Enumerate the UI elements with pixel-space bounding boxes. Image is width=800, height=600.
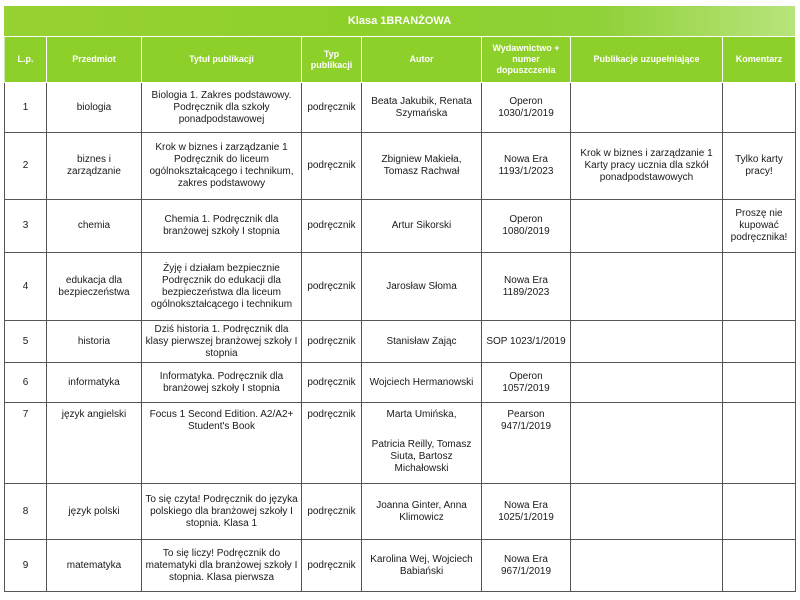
cell-title: Dziś historia 1. Podręcznik dla klasy pierwszej branżowej szkoły I stopnia (142, 321, 302, 363)
cell-lp: 3 (5, 200, 47, 253)
cell-author: Wojciech Hermanowski (362, 363, 482, 403)
header-subject: Przedmiot (47, 37, 142, 83)
cell-supplementary (571, 253, 723, 321)
header-title: Tytuł publikacji (142, 37, 302, 83)
cell-type: podręcznik (302, 253, 362, 321)
cell-type: podręcznik (302, 540, 362, 592)
cell-subject: biologia (47, 83, 142, 133)
cell-type: podręcznik (302, 133, 362, 200)
cell-comment (723, 253, 796, 321)
header-publisher: Wydawnictwo + numer dopuszczenia (482, 37, 571, 83)
cell-author: Marta Umińska, (386, 409, 457, 420)
cell-author: Beata Jakubik, Renata Szymańska (362, 83, 482, 133)
cell-author-group (362, 403, 482, 484)
cell-title: To się czyta! Podręcznik do języka polskiego dla branżowej szkoły I stopnia. Klasa 1 (142, 484, 302, 540)
cell-lp: 1 (5, 83, 47, 133)
cell-supplementary (571, 363, 723, 403)
cell-title: Chemia 1. Podręcznik dla branżowej szkoły I stopnia (142, 200, 302, 253)
booklist-sheet (4, 6, 795, 596)
cell-author: Artur Sikorski (362, 200, 482, 253)
cell-lp: 4 (5, 253, 47, 321)
cell-subject: język angielski (47, 403, 142, 484)
cell-subject: chemia (47, 200, 142, 253)
table-row (5, 321, 796, 363)
cell-title: Żyję i działam bezpiecznie Podręcznik do edukacji dla bezpieczeństwa dla liceum ogólnokształcącego i technikum (142, 253, 302, 321)
cell-publisher: Nowa Era 1193/1/2023 (482, 133, 571, 200)
cell-lp: 9 (5, 540, 47, 592)
cell-supplementary (571, 403, 723, 484)
cell-supplementary (571, 200, 723, 253)
class-title: Klasa 1BRANŻOWA (4, 6, 795, 36)
cell-publisher: Pearson 947/1/2019 (482, 403, 571, 484)
cell-lp: 5 (5, 321, 47, 363)
header-author: Autor (362, 37, 482, 83)
table-row (5, 253, 796, 321)
cell-title: Biologia 1. Zakres podstawowy. Podręcznik dla szkoły ponadpodstawowej (142, 83, 302, 133)
cell-author: Karolina Wej, Wojciech Babiański (362, 540, 482, 592)
cell-comment: Tylko karty pracy! (723, 133, 796, 200)
cell-comment (723, 83, 796, 133)
cell-title: Focus 1 Second Edition. A2/A2+ Student's Book (142, 403, 302, 484)
header-row (5, 37, 796, 83)
cell-comment (723, 484, 796, 540)
cell-comment: Proszę nie kupować podręcznika! (723, 200, 796, 253)
cell-publisher: Nowa Era 1189/2023 (482, 253, 571, 321)
cell-publisher: Nowa Era 1025/1/2019 (482, 484, 571, 540)
cell-comment (723, 321, 796, 363)
table-row (5, 363, 796, 403)
cell-lp: 2 (5, 133, 47, 200)
table-row (5, 133, 796, 200)
cell-author: Jarosław Słoma (362, 253, 482, 321)
cell-publisher: Nowa Era 967/1/2019 (482, 540, 571, 592)
cell-comment (723, 540, 796, 592)
cell-supplementary (571, 540, 723, 592)
cell-lp: 8 (5, 484, 47, 540)
booklist-table (4, 36, 796, 592)
cell-title: To się liczy! Podręcznik do matematyki dla branżowej szkoły I stopnia. Klasa pierwsza (142, 540, 302, 592)
cell-type: podręcznik (302, 484, 362, 540)
cell-author: Stanisław Zając (362, 321, 482, 363)
cell-type: podręcznik (302, 83, 362, 133)
cell-subject: historia (47, 321, 142, 363)
cell-publisher: SOP 1023/1/2019 (482, 321, 571, 363)
cell-supplementary (571, 321, 723, 363)
cell-subject: język polski (47, 484, 142, 540)
cell-lp: 7 (5, 403, 47, 484)
table-row (5, 83, 796, 133)
cell-supplementary (571, 83, 723, 133)
cell-lp: 6 (5, 363, 47, 403)
cell-subject: informatyka (47, 363, 142, 403)
header-lp: L.p. (5, 37, 47, 83)
table-row (5, 403, 796, 484)
cell-publisher: Operon 1080/2019 (482, 200, 571, 253)
cell-author: Zbigniew Makieła, Tomasz Rachwał (362, 133, 482, 200)
cell-type: podręcznik (302, 200, 362, 253)
cell-subject: matematyka (47, 540, 142, 592)
cell-supplementary: Krok w biznes i zarządzanie 1 Karty pracy ucznia dla szkół ponadpodstawowych (571, 133, 723, 200)
cell-author: Joanna Ginter, Anna Klimowicz (362, 484, 482, 540)
cell-type: podręcznik (302, 403, 362, 484)
cell-comment (723, 403, 796, 484)
table-row (5, 540, 796, 592)
cell-subject: biznes i zarządzanie (47, 133, 142, 200)
cell-publisher: Operon 1030/1/2019 (482, 83, 571, 133)
cell-supplementary (571, 484, 723, 540)
header-type: Typ publikacji (302, 37, 362, 83)
cell-subject: edukacja dla bezpieczeństwa (47, 253, 142, 321)
table-row (5, 200, 796, 253)
cell-author-secondary: Patricia Reilly, Tomasz Siuta, Bartosz Michałowski (371, 439, 472, 474)
cell-title: Krok w biznes i zarządzanie 1 Podręcznik do liceum ogólnokształcącego i technikum, zakres podstawowy (142, 133, 302, 200)
cell-title: Informatyka. Podręcznik dla branżowej szkoły I stopnia (142, 363, 302, 403)
cell-publisher: Operon 1057/2019 (482, 363, 571, 403)
header-comment: Komentarz (723, 37, 796, 83)
cell-type: podręcznik (302, 363, 362, 403)
cell-comment (723, 363, 796, 403)
cell-type: podręcznik (302, 321, 362, 363)
table-row (5, 484, 796, 540)
header-supplementary: Publikacje uzupełniające (571, 37, 723, 83)
